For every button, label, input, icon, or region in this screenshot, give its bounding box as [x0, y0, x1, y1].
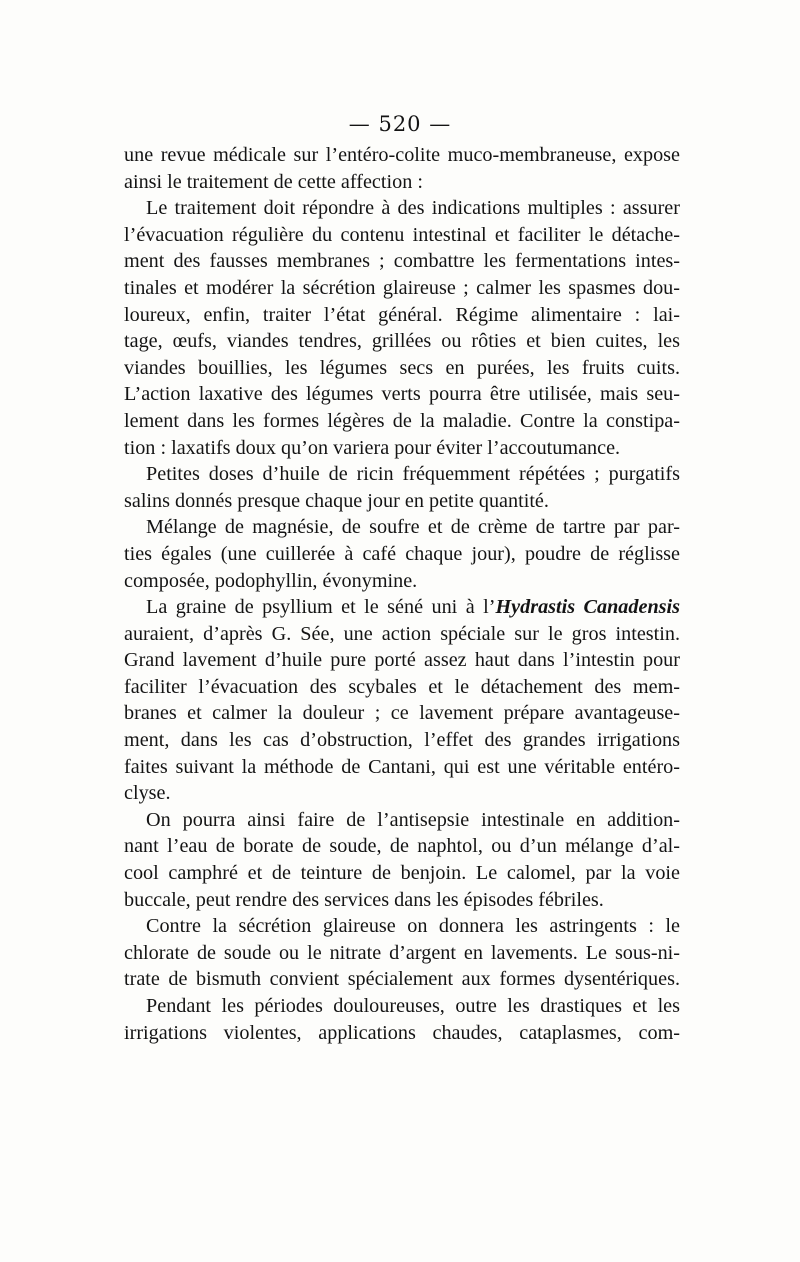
text-line — [124, 355, 680, 382]
text-line-content: auraient, d’après G. Sée, une action spéciale sur le gros intestin. — [124, 622, 680, 645]
text-line — [124, 940, 680, 967]
text-line-content: Contre la sécrétion glaireuse on donnera les astringents : le — [146, 915, 680, 938]
text-line-content: Pendant les périodes douloureuses, outre les drastiques et les — [146, 995, 680, 1017]
text-line-content: nant l’eau de borate de soude, de naphtol, ou d’un mélange d’al- — [124, 835, 680, 858]
text-line — [124, 887, 680, 914]
text-line-content: lement dans les formes légères de la maladie. Contre la constipa- — [124, 409, 680, 432]
text-line — [124, 142, 680, 169]
text-line-content: La graine de psyllium et le séné uni à l’ — [146, 596, 496, 619]
text-line-content: buccale, peut rendre des services dans les épisodes fébriles. — [124, 888, 604, 911]
text-line — [124, 488, 680, 515]
text-line-content: faites suivant la méthode de Cantani, qui est une véritable entéro- — [124, 755, 680, 778]
text-line-content: Le traitement doit répondre à des indications multiples : assurer — [146, 197, 680, 220]
text-line — [124, 674, 680, 701]
text-line — [124, 780, 680, 807]
text-line — [124, 275, 680, 302]
text-line — [124, 727, 680, 754]
text-line-content: L’action laxative des légumes verts pourra être utilisée, mais seu- — [124, 383, 680, 406]
text-line — [124, 621, 680, 648]
text-line-content: On pourra ainsi faire de l’antisepsie intestinale en addition- — [146, 808, 680, 831]
text-line-content: loureux, enfin, traiter l’état général. Régime alimentaire : lai- — [124, 303, 680, 326]
text-line — [124, 328, 680, 355]
text-line — [124, 594, 680, 621]
text-line — [124, 700, 680, 727]
text-line — [124, 435, 680, 462]
text-line — [124, 754, 680, 781]
text-line-content: tinales et modérer la sécrétion glaireuse ; calmer les spasmes dou- — [124, 276, 680, 299]
text-line — [124, 993, 680, 1020]
text-line — [124, 195, 680, 222]
text-line-content: tage, œufs, viandes tendres, grillées ou rôties et bien cuites, les — [124, 330, 680, 353]
text-line — [124, 1020, 680, 1047]
text-line — [124, 408, 680, 435]
text-line — [124, 860, 680, 887]
text-line-content: trate de bismuth convient spécialement aux formes dysentériques. — [124, 968, 680, 991]
text-line-content: une revue médicale sur l’entéro-colite muco-membraneuse, expose — [124, 144, 680, 166]
text-line-content: salins donnés presque chaque jour en petite quantité. — [124, 489, 549, 512]
text-line-content: faciliter l’évacuation des scybales et le détachement des mem- — [124, 675, 680, 698]
text-line — [124, 966, 680, 993]
text-line-content: clyse. — [124, 782, 171, 805]
text-line — [124, 169, 680, 196]
text-line — [124, 647, 680, 674]
text-line-content: Grand lavement d’huile pure porté assez haut dans l’intestin pour — [124, 649, 680, 672]
text-line — [124, 568, 680, 595]
text-line — [124, 381, 680, 408]
text-line — [124, 913, 680, 940]
text-line-content: irrigations violentes, applications chaudes, cataplasmes, com- — [124, 1021, 680, 1044]
text-line — [124, 461, 680, 488]
text-line-content: tion : laxatifs doux qu’on variera pour éviter l’accoutumance. — [124, 436, 621, 459]
text-line-content: viandes bouillies, les légumes secs en purées, les fruits cuits. — [124, 356, 680, 379]
text-line — [124, 222, 680, 249]
text-line — [124, 248, 680, 275]
text-line-content: branes et calmer la douleur ; ce lavement prépare avantageuse- — [124, 702, 680, 725]
text-line-content: ment des fausses membranes ; combattre les fermentations intes- — [124, 250, 680, 273]
text-line — [124, 807, 680, 834]
text-line-content: l’évacuation régulière du contenu intestinal et faciliter le détache- — [124, 223, 680, 246]
text-line-content: ties égales (une cuillerée à café chaque jour), poudre de réglisse — [124, 542, 680, 565]
text-line — [124, 302, 680, 329]
text-line-content: ainsi le traitement de cette affection : — [124, 170, 423, 193]
text-line — [124, 833, 680, 860]
text-line — [124, 541, 680, 568]
text-line-content: chlorate de soude ou le nitrate d’argent en lavements. Le sous-ni- — [124, 941, 680, 964]
text-line-content: Mélange de magnésie, de soufre et de crème de tartre par par- — [146, 516, 680, 539]
page-number: — 520 — — [348, 112, 452, 136]
body-text — [124, 142, 680, 1046]
text-line — [124, 514, 680, 541]
italic-term: Hydrastis Canadensis — [495, 596, 681, 619]
text-line-content: cool camphré et de teinture de benjoin. Le calomel, par la voie — [124, 862, 680, 885]
text-line-content: Petites doses d’huile de ricin fréquemment répétées ; purgatifs — [146, 463, 680, 486]
text-line-content: composée, podophyllin, évonymine. — [124, 569, 418, 592]
text-line-content: ment, dans les cas d’obstruction, l’effet des grandes irrigations — [124, 729, 680, 752]
